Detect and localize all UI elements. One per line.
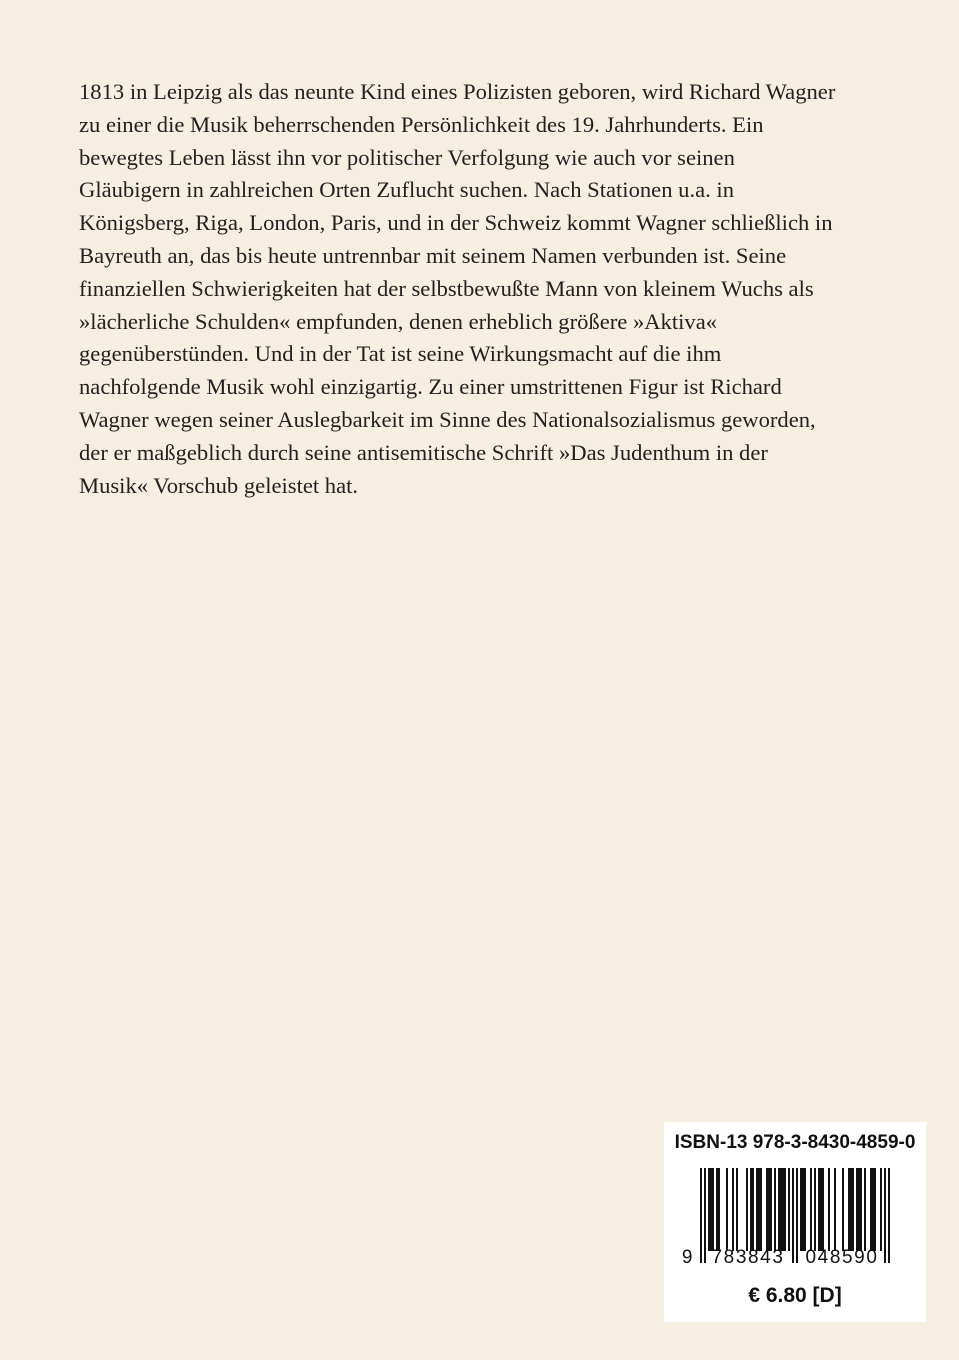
barcode-bar [818, 1168, 824, 1251]
barcode-bar [856, 1168, 862, 1251]
barcode-bar [828, 1168, 830, 1251]
barcode-bar [732, 1168, 734, 1251]
barcode-bar [842, 1168, 844, 1251]
blurb-line: nachfolgende Musik wohl einzigartig. Zu einer umstrittenen Figur ist Richard [79, 374, 782, 400]
blurb-line: zu einer die Musik beherrschenden Persönlichkeit des 19. Jahrhunderts. Ein [79, 111, 764, 137]
barcode-bar [756, 1168, 762, 1251]
blurb-line: »lächerliche Schulden« empfunden, denen erheblich größere »Aktiva« [79, 308, 718, 334]
barcode-bar [766, 1168, 772, 1251]
blurb-line: gegenüberstünden. Und in der Tat ist seine Wirkungsmacht auf die ihm [79, 341, 722, 367]
blurb-line: bewegtes Leben lässt ihn vor politischer Verfolgung wie auch vor seinen [79, 144, 735, 170]
price-label: € 6.80 [D] [748, 1284, 842, 1307]
barcode-bar [788, 1168, 790, 1251]
barcode-guard-bar [700, 1168, 702, 1263]
barcode-bar [774, 1168, 776, 1251]
ean13-barcode [664, 1122, 926, 1282]
barcode-bar [870, 1168, 876, 1251]
barcode-bar [880, 1168, 882, 1251]
barcode-bar [810, 1168, 812, 1251]
barcode-bar [848, 1168, 854, 1251]
blurb-line: Gläubigern in zahlreichen Orten Zuflucht suchen. Nach Stationen u.a. in [79, 177, 734, 203]
barcode-bar [736, 1168, 738, 1251]
barcode-bar [800, 1168, 806, 1251]
barcode-left-digits: 783843 [711, 1247, 785, 1268]
barcode-guard-bar [796, 1168, 798, 1263]
barcode-right-digits: 048590 [805, 1247, 879, 1268]
blurb-line: finanziellen Schwierigkeiten hat der selbstbewußte Mann von kleinem Wuchs als [79, 275, 814, 301]
barcode-guard-bar [884, 1168, 886, 1263]
blurb-line: Musik« Vorschub geleistet hat. [79, 472, 359, 498]
barcode-guard-bar [704, 1168, 706, 1263]
barcode-box [664, 1122, 926, 1322]
barcode-bar [746, 1168, 748, 1251]
barcode-bar [814, 1168, 816, 1251]
blurb-line: Wagner wegen seiner Auslegbarkeit im Sinne des Nationalsozialismus geworden, [79, 406, 816, 432]
blurb-line: der er maßgeblich durch seine antisemitische Schrift »Das Judenthum in der [79, 439, 768, 465]
blurb-line: Bayreuth an, das bis heute untrennbar mit seinem Namen verbunden ist. Seine [79, 242, 787, 268]
barcode-bar [778, 1168, 786, 1251]
barcode-guard-bar [792, 1168, 794, 1263]
barcode-bar [834, 1168, 836, 1251]
isbn-label: ISBN-13 978-3-8430-4859-0 [674, 1132, 916, 1153]
barcode-first-digit: 9 [681, 1247, 694, 1268]
barcode-bar [726, 1168, 728, 1251]
barcode-bar [716, 1168, 720, 1251]
blurb-line: 1813 in Leipzig als das neunte Kind eines Polizisten geboren, wird Richard Wagner [79, 79, 836, 104]
barcode-guard-bar [888, 1168, 890, 1263]
barcode-bar [750, 1168, 754, 1251]
barcode-bar [708, 1168, 714, 1251]
blurb-line: Königsberg, Riga, London, Paris, und in der Schweiz kommt Wagner schließlich in [79, 210, 833, 236]
blurb-text [79, 76, 894, 502]
barcode-bar [864, 1168, 866, 1251]
